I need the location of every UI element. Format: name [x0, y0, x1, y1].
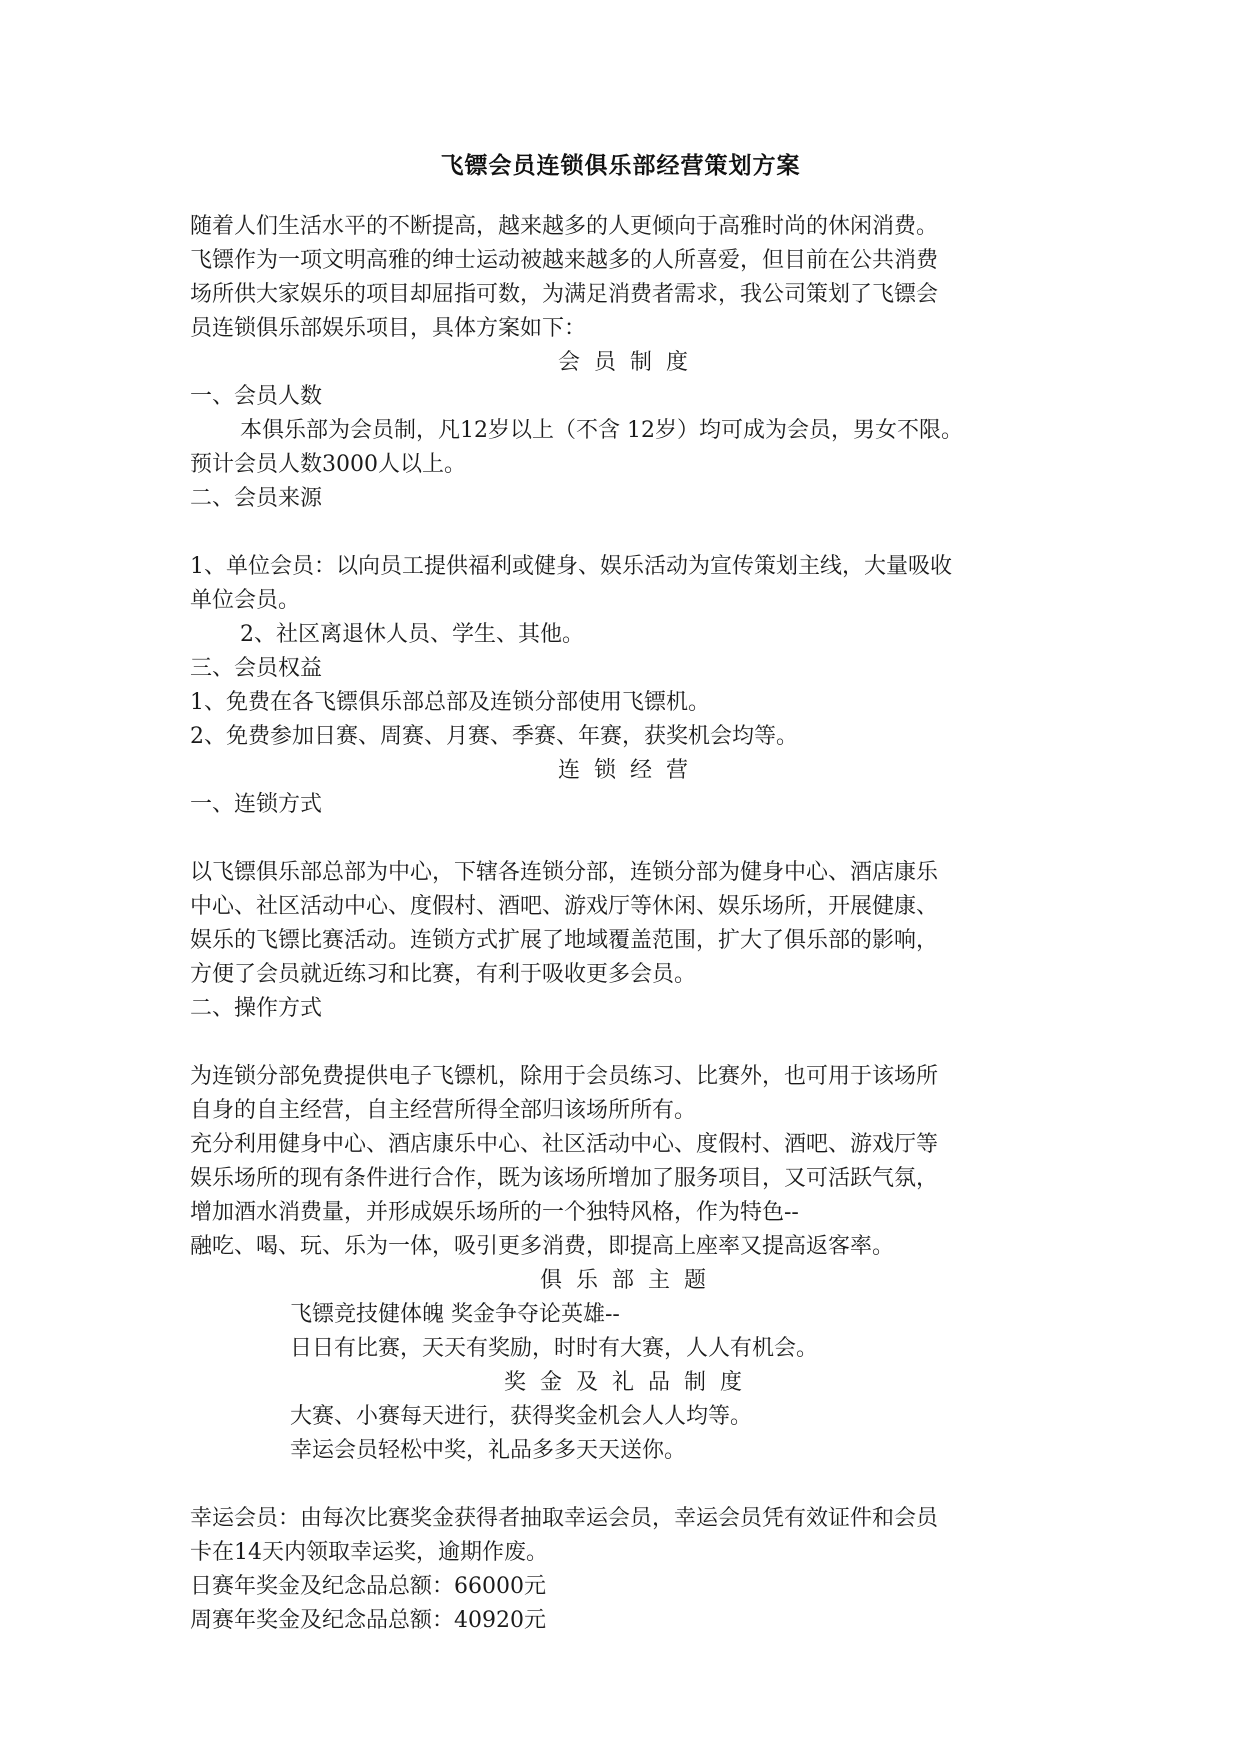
list-item: 1、免费在各飞镖俱乐部总部及连锁分部使用飞镖机。	[190, 690, 710, 715]
paragraph-line: 本俱乐部为会员制，凡12岁以上（不含 12岁）均可成为会员，男女不限。	[240, 418, 963, 443]
paragraph-line: 自身的自主经营，自主经营所得全部归该场所所有。	[190, 1098, 697, 1123]
blank-line	[190, 516, 1070, 550]
intro-line: 员连锁俱乐部娱乐项目，具体方案如下：	[190, 316, 587, 341]
blank-line	[190, 822, 1070, 856]
paragraph-line: 卡在14天内领取幸运奖，逾期作废。	[190, 1540, 548, 1565]
prize-total-weekly: 周赛年奖金及纪念品总额：40920元	[190, 1608, 546, 1633]
paragraph-line: 单位会员。	[190, 588, 301, 613]
subheading-member-rights: 三、会员权益	[190, 656, 323, 681]
slogan-line: 大赛、小赛每天进行，获得奖金机会人人均等。	[290, 1404, 753, 1429]
paragraph-line: 幸运会员：由每次比赛奖金获得者抽取幸运会员，幸运会员凭有效证件和会员	[190, 1506, 939, 1531]
paragraph-line: 增加酒水消费量，并形成娱乐场所的一个独特风格，作为特色--	[190, 1200, 799, 1225]
paragraph-line: 为连锁分部免费提供电子飞镖机，除用于会员练习、比赛外，也可用于该场所	[190, 1064, 939, 1089]
intro-line: 飞镖作为一项文明高雅的绅士运动被越来越多的人所喜爱，但目前在公共消费	[190, 248, 939, 273]
paragraph-line: 以飞镖俱乐部总部为中心，下辖各连锁分部，连锁分部为健身中心、酒店康乐	[190, 860, 939, 885]
paragraph-line: 2、社区离退休人员、学生、其他。	[240, 622, 584, 647]
paragraph-line: 融吃、喝、玩、乐为一体，吸引更多消费，即提高上座率又提高返客率。	[190, 1234, 895, 1259]
intro-line: 随着人们生活水平的不断提高，越来越多的人更倾向于高雅时尚的休闲消费。	[190, 214, 939, 239]
paragraph-line: 中心、社区活动中心、度假村、酒吧、游戏厅等休闲、娱乐场所，开展健康、	[190, 894, 939, 919]
subheading-operation: 二、操作方式	[190, 996, 323, 1021]
paragraph-line: 充分利用健身中心、酒店康乐中心、社区活动中心、度假村、酒吧、游戏厅等	[190, 1132, 939, 1157]
section-heading-membership: 会员制度	[557, 350, 702, 375]
paragraph-line: 方便了会员就近练习和比赛，有利于吸收更多会员。	[190, 962, 697, 987]
slogan-line: 日日有比赛，天天有奖励，时时有大赛，人人有机会。	[290, 1336, 819, 1361]
blank-line	[190, 1468, 1070, 1502]
paragraph-line: 预计会员人数3000人以上。	[190, 452, 466, 477]
document-title: 飞镖会员连锁俱乐部经营策划方案	[440, 153, 801, 179]
paragraph-line: 娱乐场所的现有条件进行合作，既为该场所增加了服务项目，又可活跃气氛，	[190, 1166, 939, 1191]
section-heading-prizes: 奖金及礼品制度	[503, 1370, 756, 1395]
prize-total-daily: 日赛年奖金及纪念品总额：66000元	[190, 1574, 546, 1599]
section-heading-chain: 连锁经营	[557, 758, 702, 783]
slogan-line: 幸运会员轻松中奖，礼品多多天天送你。	[290, 1438, 687, 1463]
paragraph-line: 娱乐的飞镖比赛活动。连锁方式扩展了地域覆盖范围，扩大了俱乐部的影响，	[190, 928, 939, 953]
list-item: 2、免费参加日赛、周赛、月赛、季赛、年赛，获奖机会均等。	[190, 724, 798, 749]
blank-line	[190, 1026, 1070, 1060]
document-body	[190, 210, 1070, 1638]
subheading-chain-mode: 一、连锁方式	[190, 792, 323, 817]
subheading-member-source: 二、会员来源	[190, 486, 323, 511]
section-heading-club-theme: 俱乐部主题	[539, 1268, 720, 1293]
subheading-member-count: 一、会员人数	[190, 384, 323, 409]
slogan-line: 飞镖竞技健体魄 奖金争夺论英雄--	[290, 1302, 620, 1327]
paragraph-line: 1、单位会员：以向员工提供福利或健身、娱乐活动为宣传策划主线，大量吸收	[190, 554, 952, 579]
intro-line: 场所供大家娱乐的项目却屈指可数，为满足消费者需求，我公司策划了飞镖会	[190, 282, 939, 307]
